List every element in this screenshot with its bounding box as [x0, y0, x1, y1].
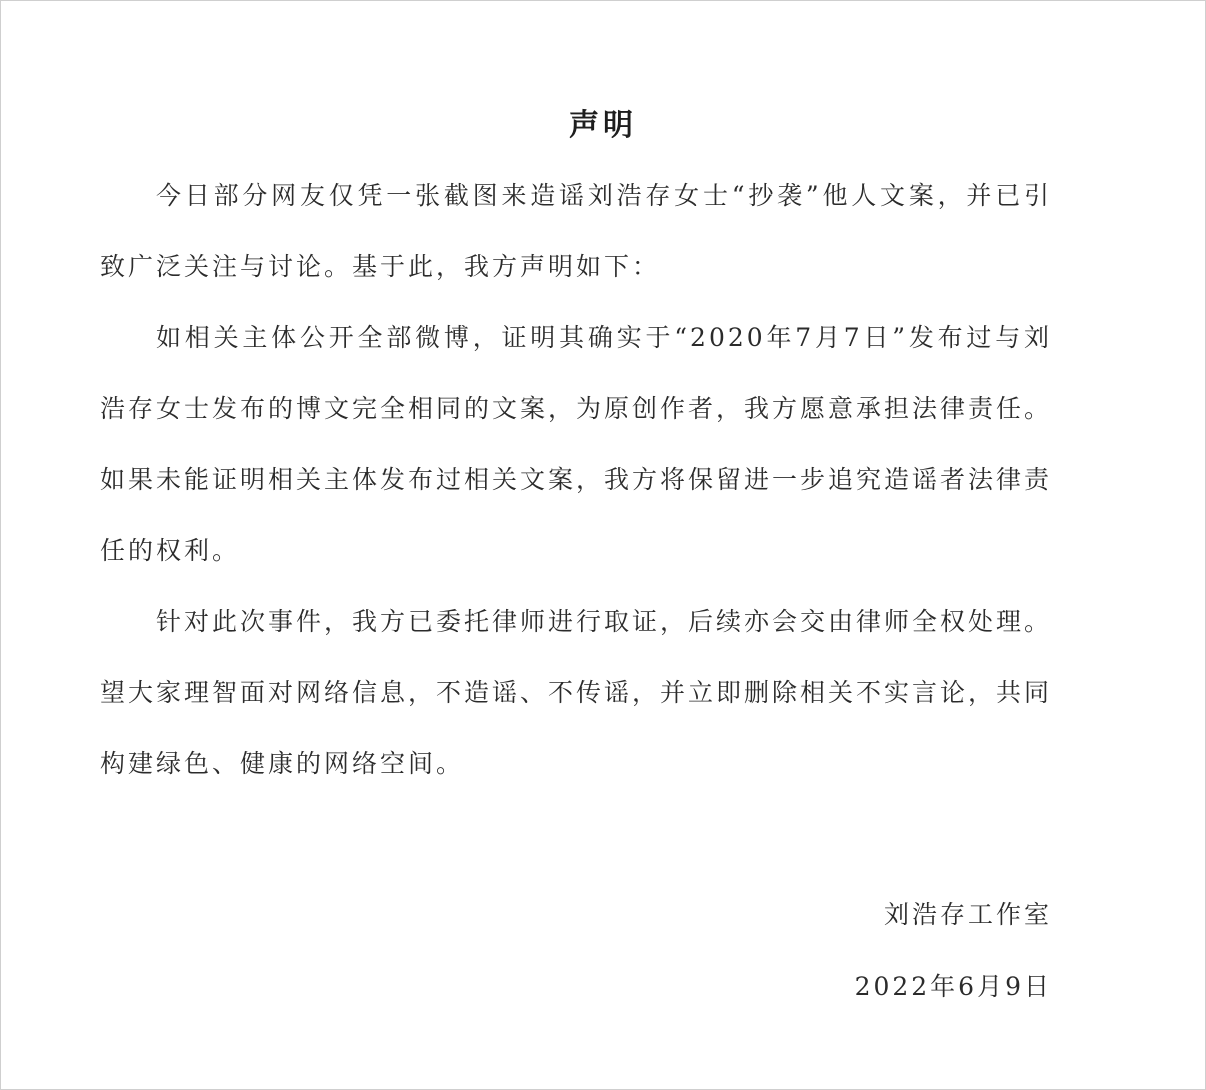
signature-date: 2022年6月9日 — [854, 972, 1052, 1001]
document-body — [100, 160, 1052, 799]
signature-name: 刘浩存工作室 — [883, 900, 1052, 929]
paragraph-3: 针对此次事件，我方已委托律师进行取证，后续亦会交由律师全权处理。望大家理智面对网络信息，不造谣、不传谣，并立即删除相关不实言论，共同构建绿色、健康的网络空间。 — [100, 607, 1053, 778]
paragraph-2: 如相关主体公开全部微博，证明其确实于“2020年7月7日”发布过与刘浩存女士发布的博文完全相同的文案，为原创作者，我方愿意承担法律责任。如果未能证明相关主体发布过相关文案，我方将保留进一步追究造谣者法律责任的权利。 — [100, 323, 1053, 565]
document-title: 声明 — [569, 108, 637, 143]
paragraph-1: 今日部分网友仅凭一张截图来造谣刘浩存女士“抄袭”他人文案，并已引致广泛关注与讨论。基于此，我方声明如下： — [100, 181, 1052, 281]
